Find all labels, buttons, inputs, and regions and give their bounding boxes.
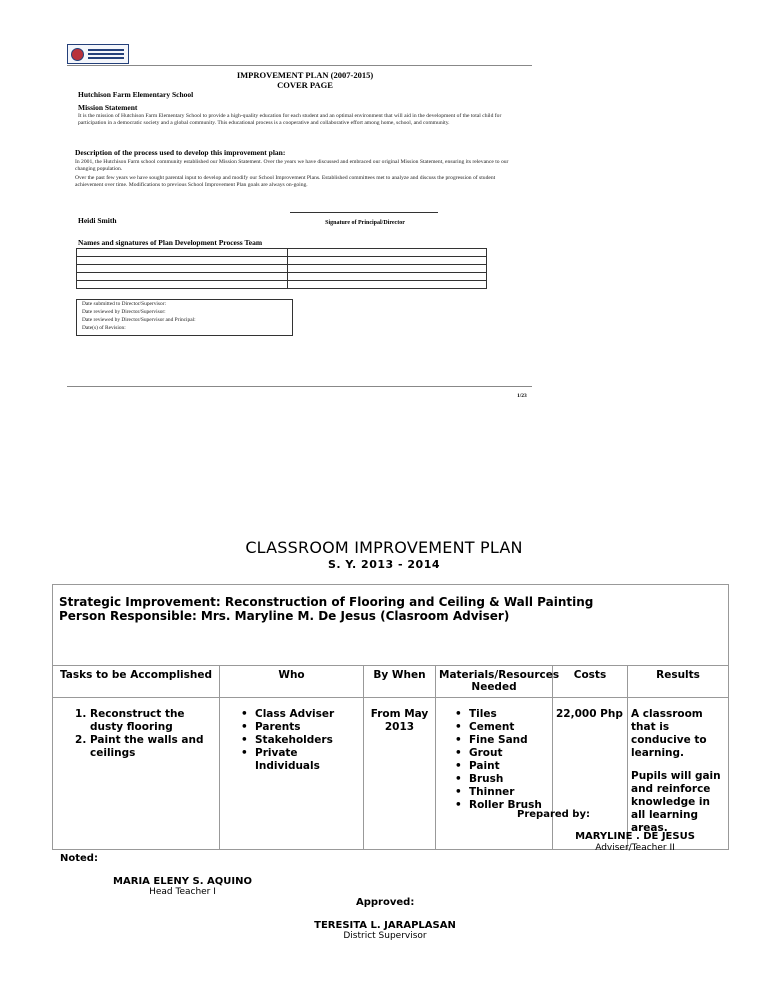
header-who: Who: [220, 666, 364, 698]
school-name: Hutchison Farm Elementary School: [78, 90, 194, 99]
dates-box: [76, 299, 293, 336]
material-item: • Cement: [469, 721, 549, 734]
tasks-cell: [53, 698, 220, 850]
result-item: Pupils will gain and reinforce knowledge in all learning areas.: [631, 770, 721, 834]
cover-subtitle: COVER PAGE: [277, 80, 333, 90]
signature-label: Signature of Principal/Director: [325, 220, 405, 226]
improvement-plan-table: [52, 584, 729, 850]
school-year: S. Y. 2013 - 2014: [327, 558, 441, 571]
results-cell: [628, 698, 729, 850]
date-line: Date(s) of Revision:: [82, 325, 126, 331]
strategic-cell: [53, 585, 729, 666]
mission-heading: Mission Statement: [78, 103, 138, 112]
prepared-title: Adviser/Teacher II: [595, 843, 675, 853]
signature-line: [290, 212, 438, 213]
principal-name: Heidi Smith: [78, 216, 117, 225]
mission-text: It is the mission of Hutchison Farm Elementary School to provide a high-quality education for each student and an optimal environment that will aid in the development of the total child for participation in a democratic society and a global community. This educational process is a cooperative and collaborative effort among home, school, and community.: [78, 113, 502, 127]
page-number: 1/23: [517, 393, 527, 399]
materials-cell: [436, 698, 553, 850]
approved-title: District Supervisor: [343, 931, 427, 941]
who-item: • Private Individuals: [255, 747, 360, 773]
task-item: 1. Reconstruct the dusty flooring: [90, 708, 216, 734]
who-item: • Stakeholders: [255, 734, 360, 747]
process-text-1: In 2001, the Hutchison Farm school community established our Mission Statement. Over the years we have discussed and embraced our original Mission Statement, ensuring its relevance to our changing population.: [75, 159, 509, 173]
team-table: [76, 248, 487, 289]
header-by-when: By When: [364, 666, 436, 698]
who-item: • Parents: [255, 721, 360, 734]
team-heading: Names and signatures of Plan Development Process Team: [78, 238, 263, 247]
prepared-name: MARYLINE . DE JESUS: [575, 831, 695, 842]
school-logo: [67, 44, 129, 64]
header-tasks: Tasks to be Accomplished: [53, 666, 220, 698]
noted-name: MARIA ELENY S. AQUINO: [113, 876, 252, 887]
task-item: 2. Paint the walls and ceilings: [90, 734, 216, 760]
material-item: • Thinner: [469, 786, 549, 799]
date-line: Date submitted to Director/Supervisor:: [82, 301, 166, 307]
cover-page-image: [0, 0, 768, 420]
cover-title: IMPROVEMENT PLAN (2007-2015): [236, 70, 374, 80]
by-when-cell: From May 2013: [364, 698, 436, 850]
noted-label: Noted:: [60, 853, 98, 864]
header-materials: Materials/Resources Needed: [436, 666, 553, 698]
plan-title: CLASSROOM IMPROVEMENT PLAN: [245, 538, 523, 557]
prepared-label: Prepared by:: [517, 809, 590, 820]
strategic-improvement: Strategic Improvement: Reconstruction of Flooring and Ceiling & Wall Painting: [59, 595, 594, 609]
footer-rule: [67, 386, 532, 387]
date-line: Date reviewed by Director/Supervisor and Principal:: [82, 317, 196, 323]
noted-title: Head Teacher I: [149, 887, 216, 897]
who-item: • Class Adviser: [255, 708, 360, 721]
date-line: Date reviewed by Director/Supervisor:: [82, 309, 166, 315]
who-cell: [220, 698, 364, 850]
material-item: • Tiles: [469, 708, 549, 721]
costs-cell: 22,000 Php: [553, 698, 628, 850]
process-text-2: Over the past few years we have sought parental input to develop and modify our School Improvement Plans. Established committees met to analyze and discuss the progression of student achievement over time. Modifications to previous School Improvement Plan goals are always on-going.: [75, 175, 496, 189]
header-results: Results: [628, 666, 729, 698]
material-item: • Paint: [469, 760, 549, 773]
result-item: A classroom that is conducive to learning.: [631, 708, 707, 759]
approved-name: TERESITA L. JARAPLASAN: [314, 920, 456, 931]
person-responsible: Person Responsible: Mrs. Maryline M. De Jesus (Clasroom Adviser): [59, 609, 510, 623]
material-item: • Fine Sand: [469, 734, 549, 747]
header-costs: Costs: [553, 666, 628, 698]
material-item: • Brush: [469, 773, 549, 786]
approved-label: Approved:: [356, 897, 415, 908]
process-heading: Description of the process used to develop this improvement plan:: [75, 148, 286, 157]
material-item: • Roller Brush: [469, 799, 549, 812]
header-rule: [67, 65, 532, 66]
material-item: • Grout: [469, 747, 549, 760]
